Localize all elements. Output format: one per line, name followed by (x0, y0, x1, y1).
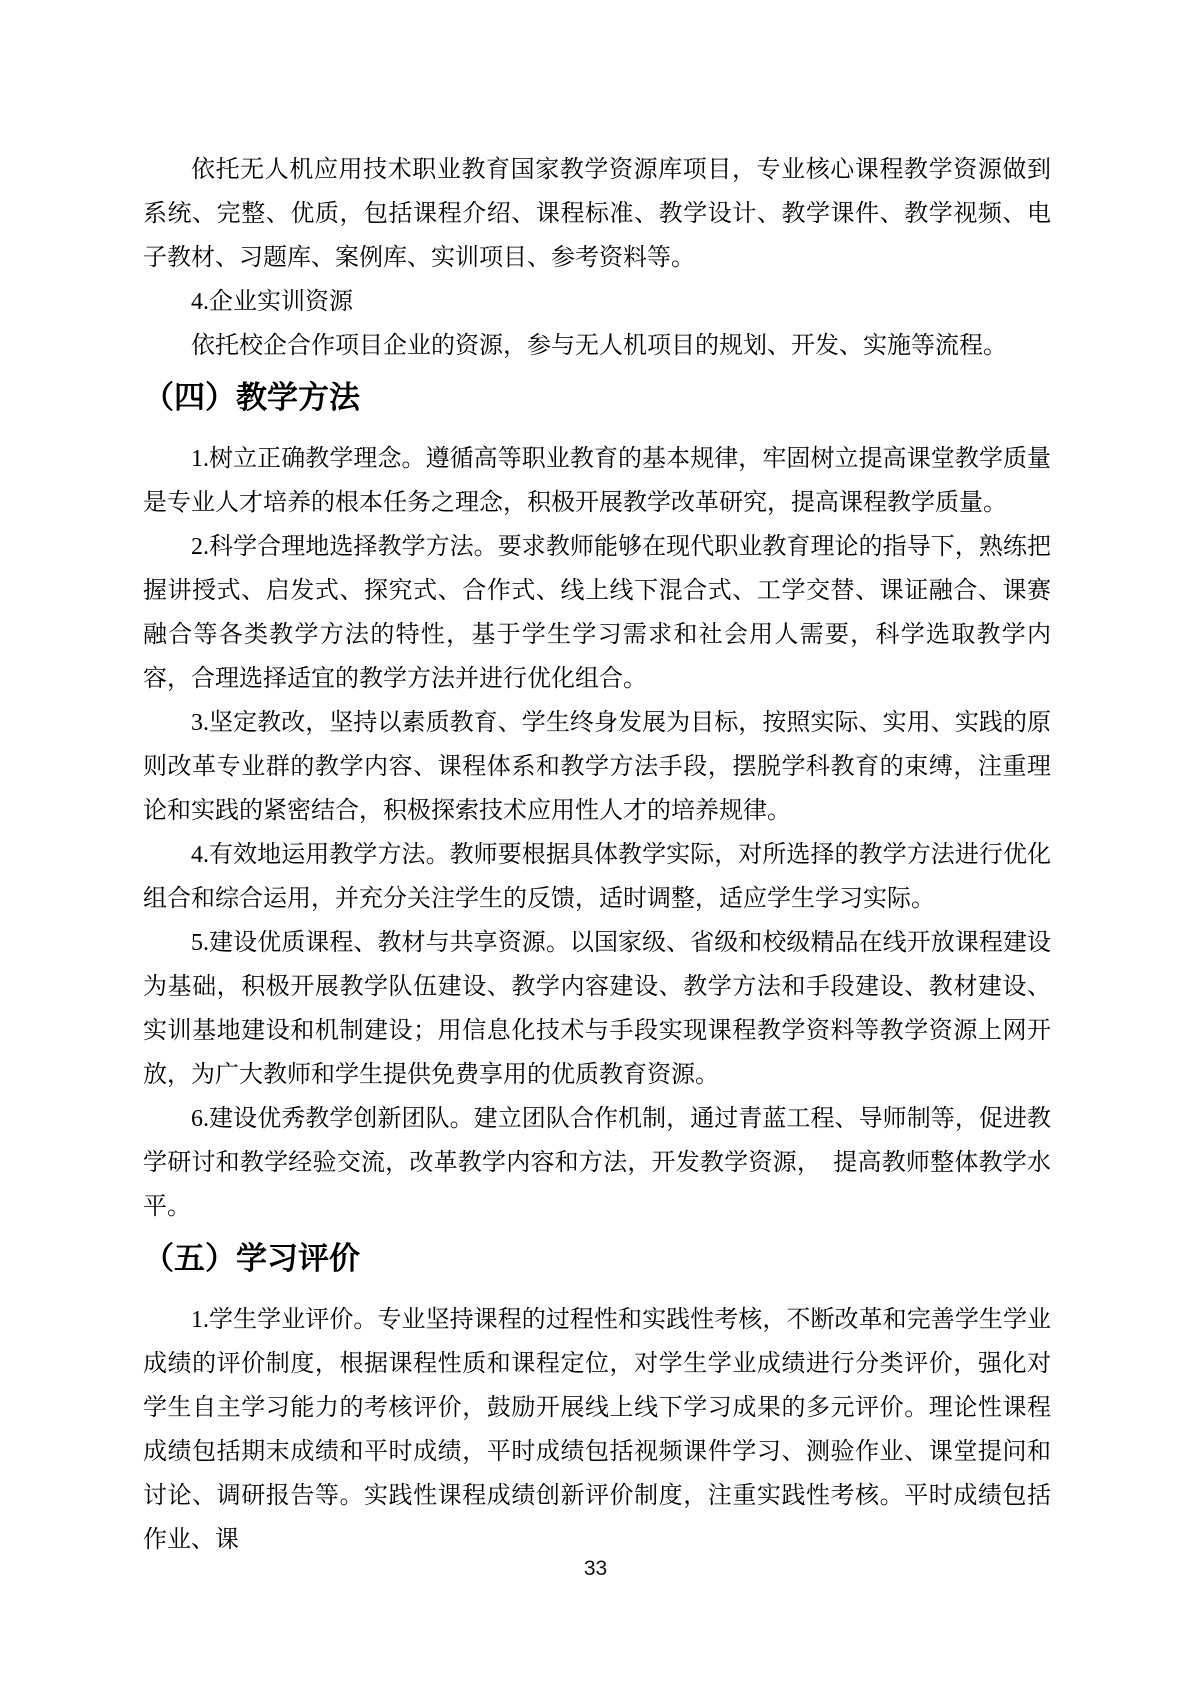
heading-section-4-teaching-methods: （四）教学方法 (143, 380, 360, 415)
document-content (143, 148, 1051, 1562)
paragraph-enterprise-cooperation: 依托校企合作项目企业的资源，参与无人机项目的规划、开发、实施等流程。 (191, 333, 1007, 359)
paragraph-method-4-apply-teaching-methods: 4.有效地运用教学方法。教师要根据具体教学实际，对所选择的教学方法进行优化组合和综合运用，并充分关注学生的反馈，适时调整，适应学生学习实际。 (143, 842, 1051, 912)
heading-section-5-learning-evaluation: （五）学习评价 (143, 1241, 360, 1276)
page-number: 33 (583, 1557, 608, 1580)
paragraph-method-2-select-teaching-methods: 2.科学合理地选择教学方法。要求教师能够在现代职业教育理论的指导下，熟练把握讲授式、启发式、探究式、合作式、线上线下混合式、工学交替、课证融合、课赛融合等各类教学方法的特性，基于学生学习需求和社会用人需要，科学选取教学内容，合理选择适宜的教学方法并进行优化组合。 (143, 534, 1051, 692)
paragraph-method-3-teaching-reform: 3.坚定教改，坚持以素质教育、学生终身发展为目标，按照实际、实用、实践的原则改革专业群的教学内容、课程体系和教学方法手段，摆脱学科教育的束缚，注重理论和实践的紧密结合，积极探索技术应用性人才的培养规律。 (143, 710, 1051, 824)
paragraph-method-5-quality-courses-shared-resources: 5.建设优质课程、教材与共享资源。以国家级、省级和校级精品在线开放课程建设为基础，积极开展教学队伍建设、教学内容建设、教学方法和手段建设、教材建设、实训基地建设和机制建设；用信息化技术与手段实现课程教学资料等教学资源上网开放，为广大教师和学生提供免费享用的优质教育资源。 (143, 930, 1051, 1088)
paragraph-method-6-teaching-innovation-team: 6.建设优秀教学创新团队。建立团队合作机制，通过青蓝工程、导师制等，促进教学研讨和教学经验交流，改革教学内容和方法，开发教学资源， 提高教师整体教学水平。 (143, 1106, 1051, 1220)
paragraph-evaluation-1-student-academic-evaluation: 1.学生学业评价。专业坚持课程的过程性和实践性考核，不断改革和完善学生学业成绩的评价制度，根据课程性质和课程定位，对学生学业成绩进行分类评价，强化对学生自主学习能力的考核评价，鼓励开展线上线下学习成果的多元评价。理论性课程成绩包括期末成绩和平时成绩，平时成绩包括视频课件学习、测验作业、课堂提问和讨论、调研报告等。实践性课程成绩创新评价制度，注重实践性考核。平时成绩包括作业、课 (143, 1307, 1051, 1553)
paragraph-teaching-resource-library: 依托无人机应用技术职业教育国家教学资源库项目，专业核心课程教学资源做到系统、完整、优质，包括课程介绍、课程标准、教学设计、教学课件、教学视频、电子教材、习题库、案例库、实训项目、参考资料等。 (143, 157, 1051, 271)
paragraph-item-enterprise-training-resources: 4.企业实训资源 (191, 289, 353, 315)
paragraph-method-1-teaching-philosophy: 1.树立正确教学理念。遵循高等职业教育的基本规律，牢固树立提高课堂教学质量是专业人才培养的根本任务之理念，积极开展教学改革研究，提高课程教学质量。 (143, 446, 1051, 516)
